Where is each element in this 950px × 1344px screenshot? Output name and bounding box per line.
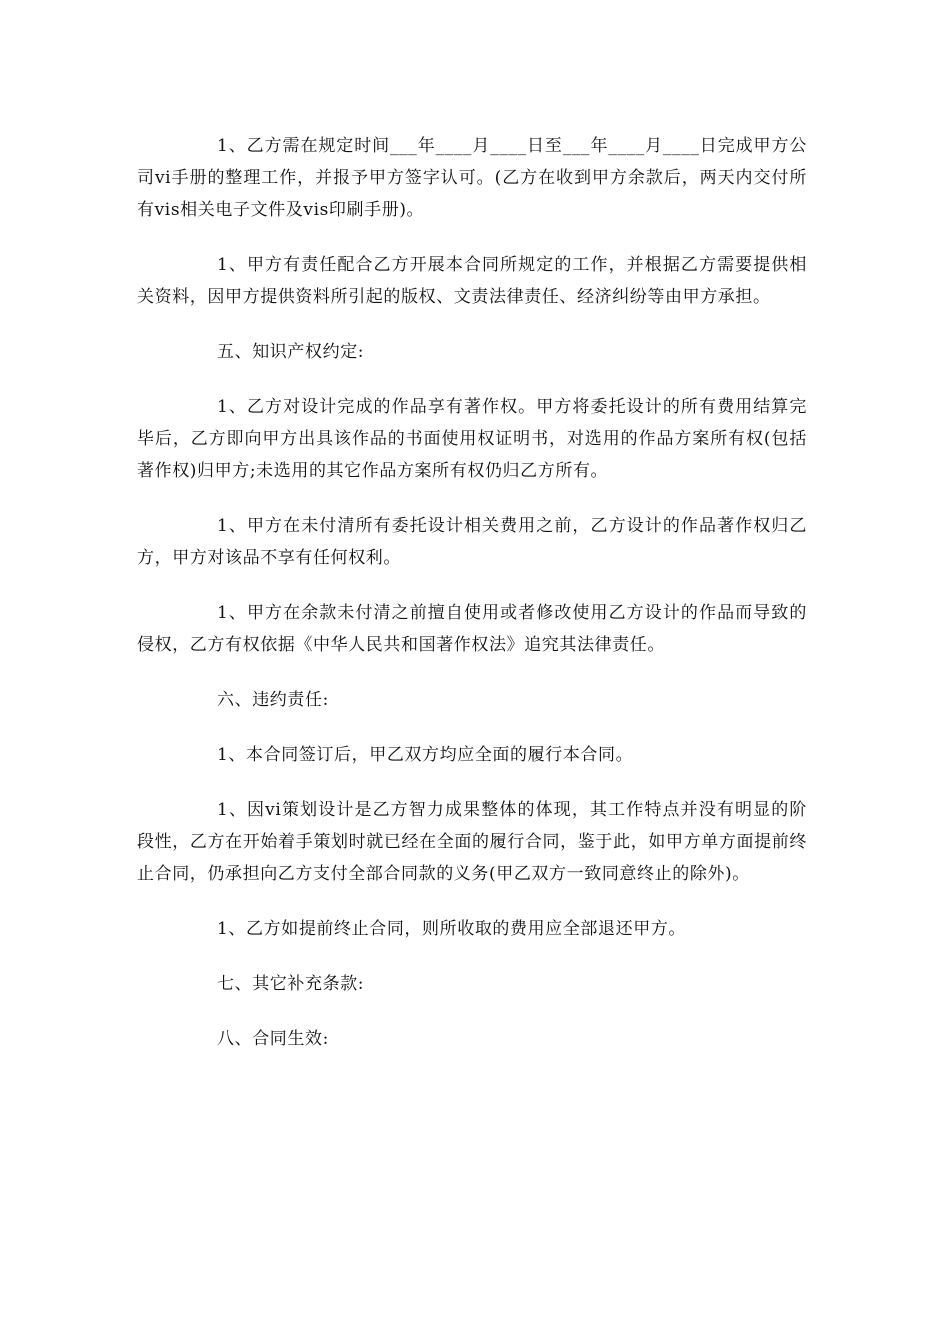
paragraph-early-termination-party-b: 1、乙方如提前终止合同，则所收取的费用应全部退还甲方。 (217, 919, 687, 939)
section-heading-ip: 五、知识产权约定: (217, 342, 365, 362)
paragraph-delivery-schedule: 1、乙方需在规定时间___年____月____日至___年____月____日完成甲方公司vi手册的整理工作，并报予甲方签字认可。(乙方在收到甲方余款后，两天内交付所有vis相关电子文件及vis印刷手册)。 (137, 136, 807, 220)
section-heading-breach: 六、违约责任: (217, 690, 329, 710)
paragraph-full-performance: 1、本合同签订后，甲乙双方均应全面的履行本合同。 (217, 745, 634, 765)
paragraph-party-a-responsibility: 1、甲方有责任配合乙方开展本合同所规定的工作，并根据乙方需要提供相关资料，因甲方提供资料所引起的版权、文责法律责任、经济纠纷等由甲方承担。 (137, 255, 807, 307)
section-heading-effectiveness: 八、合同生效: (217, 1029, 329, 1049)
section-heading-supplementary: 七、其它补充条款: (217, 974, 365, 994)
paragraph-copyright-ownership: 1、乙方对设计完成的作品享有著作权。甲方将委托设计的所有费用结算完毕后，乙方即向甲方出具该作品的书面使用权证明书，对选用的作品方案所有权(包括著作权)归甲方;未选用的其它作品方案所有权仍归乙方所有。 (137, 397, 807, 481)
paragraph-early-termination-party-a: 1、因vi策划设计是乙方智力成果整体的体现，其工作特点并没有明显的阶段性，乙方在开始着手策划时就已经在全面的履行合同，鉴于此，如甲方单方面提前终止合同，仍承担向乙方支付全部合同款的义务(甲乙双方一致同意终止的除外)。 (137, 800, 807, 884)
paragraph-copyright-before-payment: 1、甲方在未付清所有委托设计相关费用之前，乙方设计的作品著作权归乙方，甲方对该品不享有任何权利。 (137, 516, 807, 568)
document-body (137, 130, 807, 1078)
paragraph-infringement-liability: 1、甲方在余款未付清之前擅自使用或者修改使用乙方设计的作品而导致的侵权，乙方有权依据《中华人民共和国著作权法》追究其法律责任。 (137, 603, 807, 655)
